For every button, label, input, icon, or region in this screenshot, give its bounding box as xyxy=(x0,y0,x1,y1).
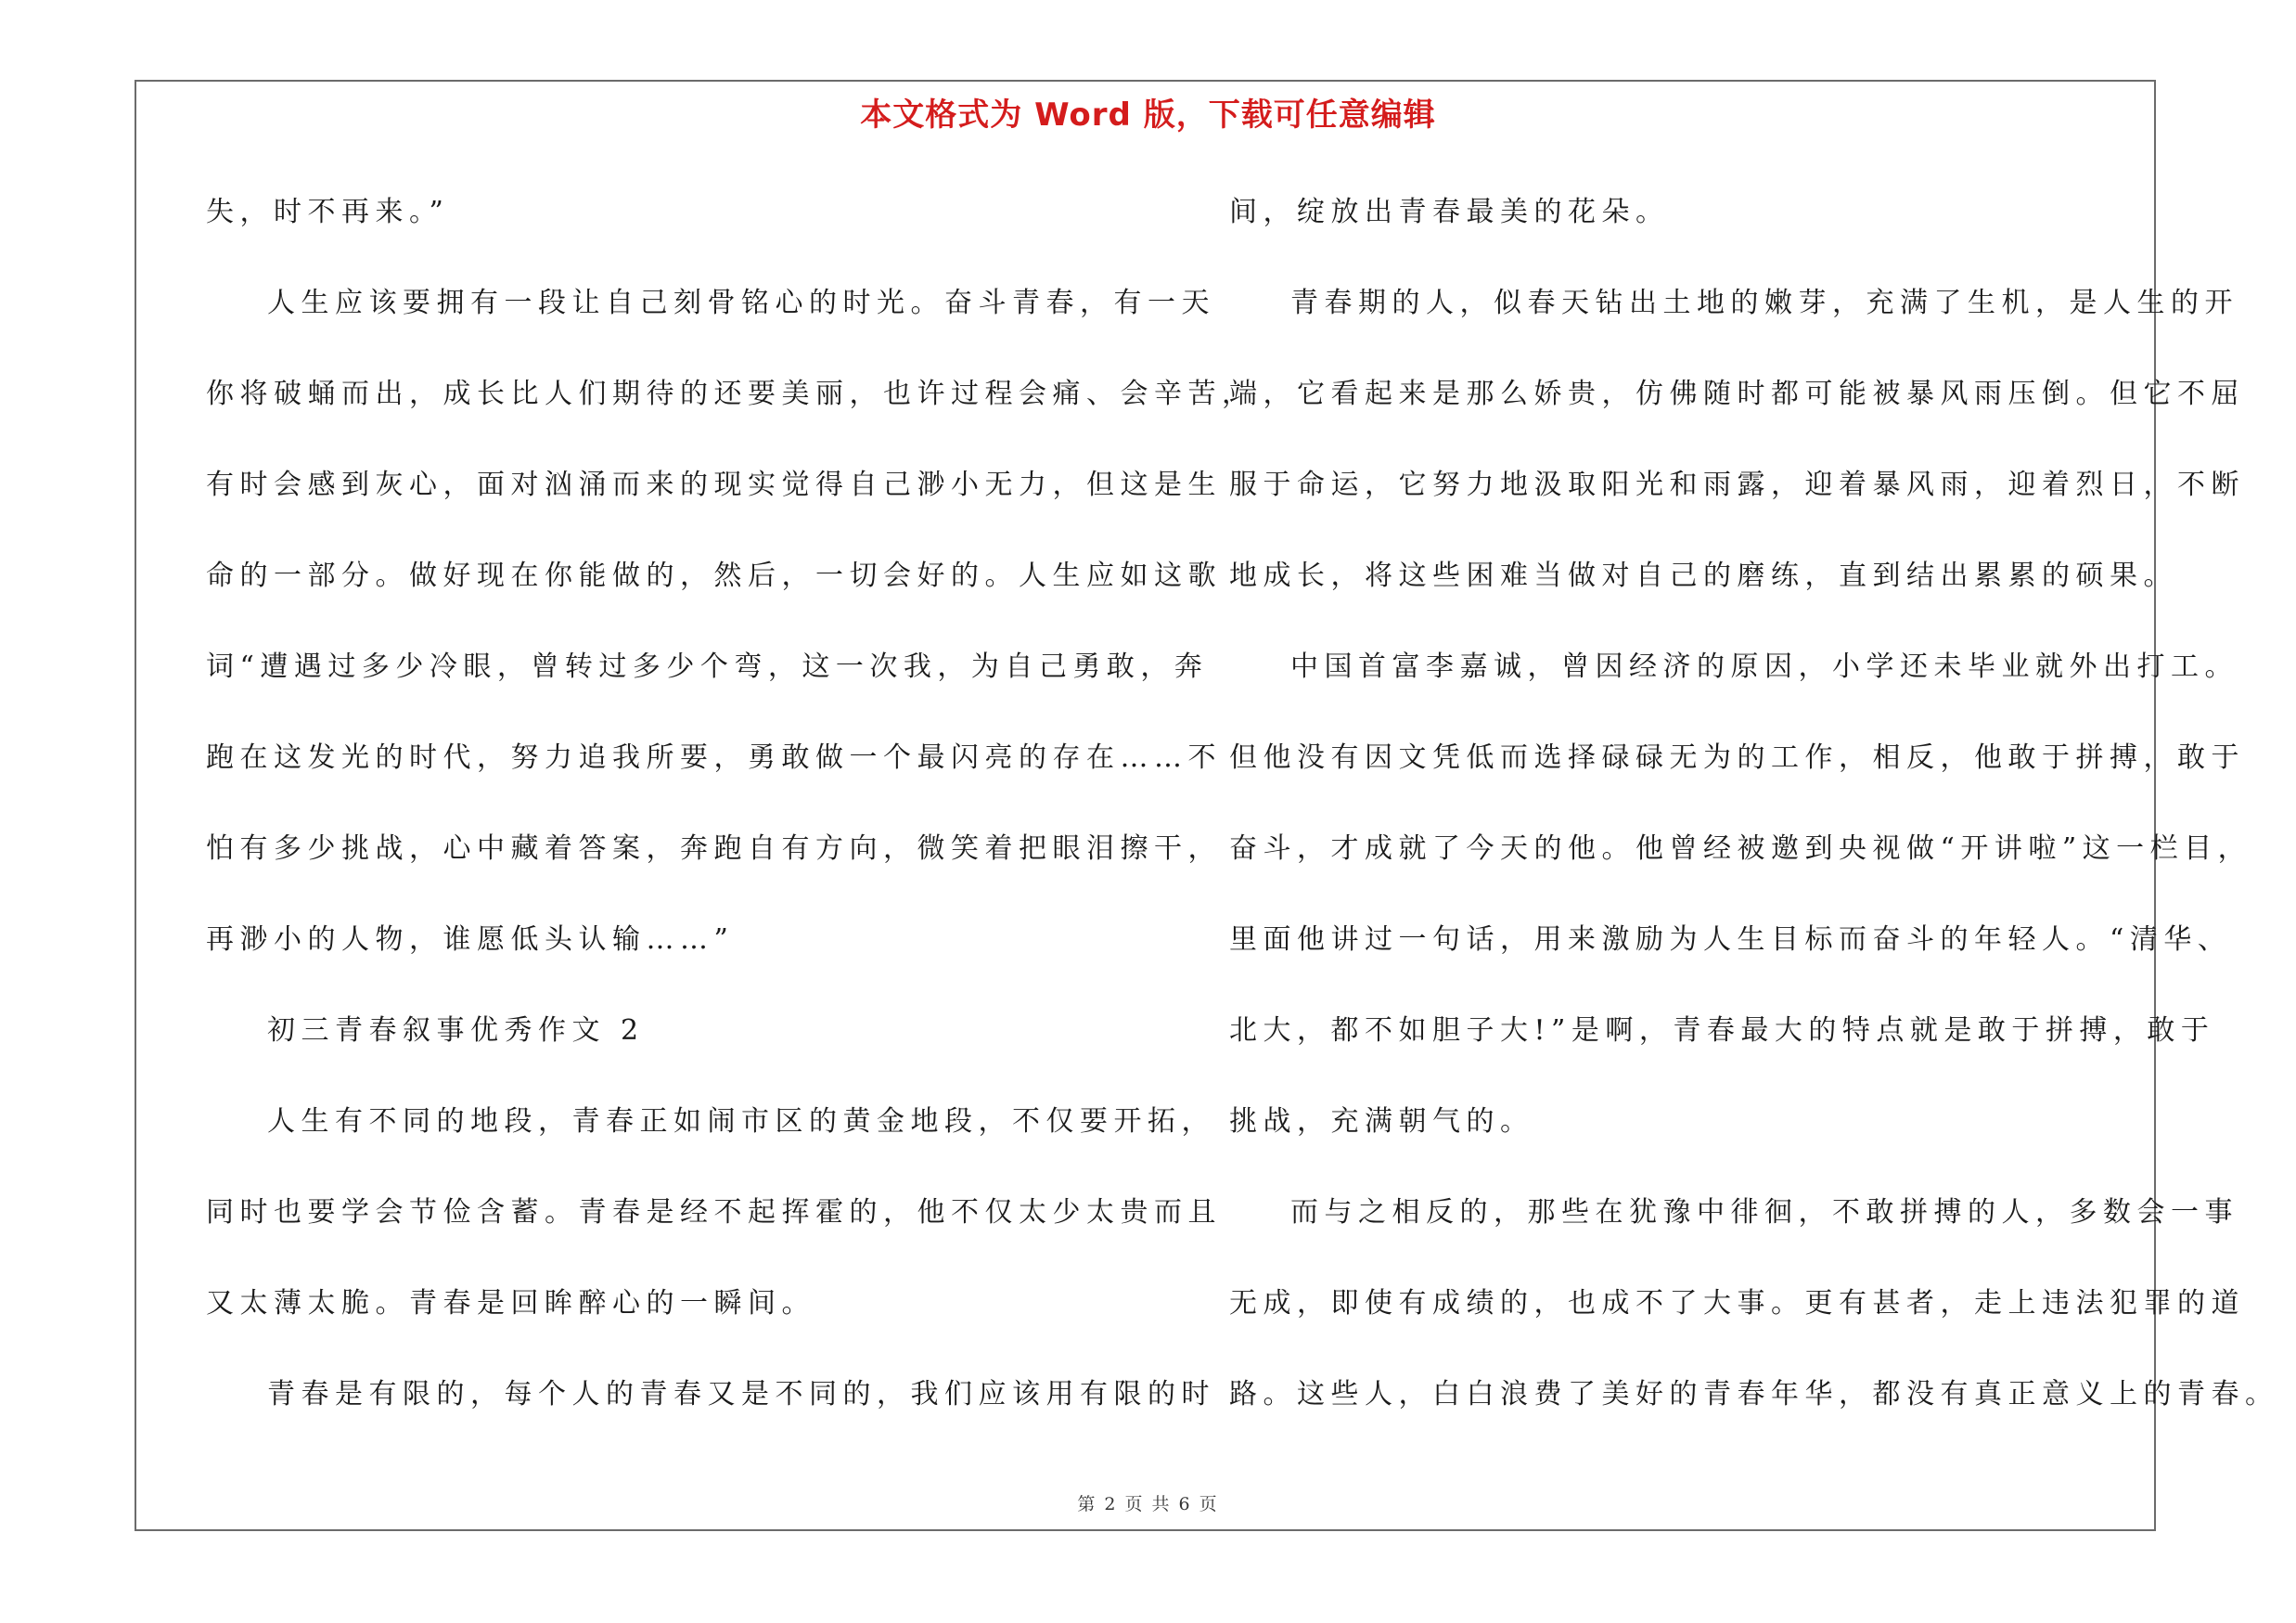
text-line: 路。这些人，白白浪费了美好的青春年华，都没有真正意义上的青春。 xyxy=(1229,1378,2279,1410)
text-line: 地成长，将这些困难当做对自己的磨练，直到结出累累的硕果。 xyxy=(1229,560,2177,592)
text-line: 青春期的人，似春天钻出土地的嫩芽，充满了生机，是人生的开 xyxy=(1290,287,2238,319)
text-line: 服于命运，它努力地汲取阳光和雨露，迎着暴风雨，迎着烈日，不断 xyxy=(1229,469,2245,501)
text-line: 初三青春叙事优秀作文 2 xyxy=(267,1014,645,1047)
page-banner: 本文格式为 Word 版，下载可任意编辑 xyxy=(860,97,1436,134)
text-line: 跑在这发光的时代，努力追我所要，勇敢做一个最闪亮的存在……不 xyxy=(206,741,1222,774)
text-line: 但他没有因文凭低而选择碌碌无为的工作，相反，他敢于拼搏，敢于 xyxy=(1229,741,2245,774)
text-line: 中国首富李嘉诚，曾因经济的原因，小学还未毕业就外出打工。 xyxy=(1290,650,2238,683)
text-line: 词“遭遇过多少冷眼，曾转过多少个弯，这一次我，为自己勇敢，奔 xyxy=(206,650,1209,683)
text-line: 端，它看起来是那么娇贵，仿佛随时都可能被暴风雨压倒。但它不屈 xyxy=(1229,378,2245,410)
text-line: 奋斗，才成就了今天的他。他曾经被邀到央视做“开讲啦”这一栏目， xyxy=(1229,832,2252,865)
left-column xyxy=(206,176,1256,1449)
page-footer: 第 2 页 共 6 页 xyxy=(1077,1494,1219,1514)
text-line: 里面他讲过一句话，用来激励为人生目标而奋斗的年轻人。“清华、 xyxy=(1229,923,2232,956)
text-line: 怕有多少挑战，心中藏着答案，奔跑自有方向，微笑着把眼泪擦干， xyxy=(206,832,1222,865)
text-line: 又太薄太脆。青春是回眸醉心的一瞬间。 xyxy=(206,1287,815,1320)
text-line: 人生有不同的地段，青春正如闹市区的黄金地段，不仅要开拓， xyxy=(267,1105,1215,1138)
text-line: 再渺小的人物，谁愿低头认输……” xyxy=(206,923,735,956)
text-line: 间，绽放出青春最美的花朵。 xyxy=(1229,196,1670,228)
text-line: 挑战，充满朝气的。 xyxy=(1229,1105,1534,1138)
text-line: 命的一部分。做好现在你能做的，然后，一切会好的。人生应如这歌 xyxy=(206,560,1222,592)
text-line: 你将破蛹而出，成长比人们期待的还要美丽，也许过程会痛、会辛苦， xyxy=(206,378,1256,410)
text-line: 有时会感到灰心，面对汹涌而来的现实觉得自己渺小无力，但这是生 xyxy=(206,469,1222,501)
right-column xyxy=(1229,176,2279,1449)
text-line: 人生应该要拥有一段让自己刻骨铭心的时光。奋斗青春，有一天 xyxy=(267,287,1215,319)
text-line: 青春是有限的，每个人的青春又是不同的，我们应该用有限的时 xyxy=(267,1378,1215,1410)
text-line: 失，时不再来。” xyxy=(206,196,450,228)
text-line: 无成，即使有成绩的，也成不了大事。更有甚者，走上违法犯罪的道 xyxy=(1229,1287,2245,1320)
text-line: 同时也要学会节俭含蓄。青春是经不起挥霍的，他不仅太少太贵而且 xyxy=(206,1196,1222,1229)
text-line: 北大，都不如胆子大!”是啊，青春最大的特点就是敢于拼搏，敢于 xyxy=(1229,1014,2215,1047)
text-line: 而与之相反的，那些在犹豫中徘徊，不敢拼搏的人，多数会一事 xyxy=(1290,1196,2238,1229)
